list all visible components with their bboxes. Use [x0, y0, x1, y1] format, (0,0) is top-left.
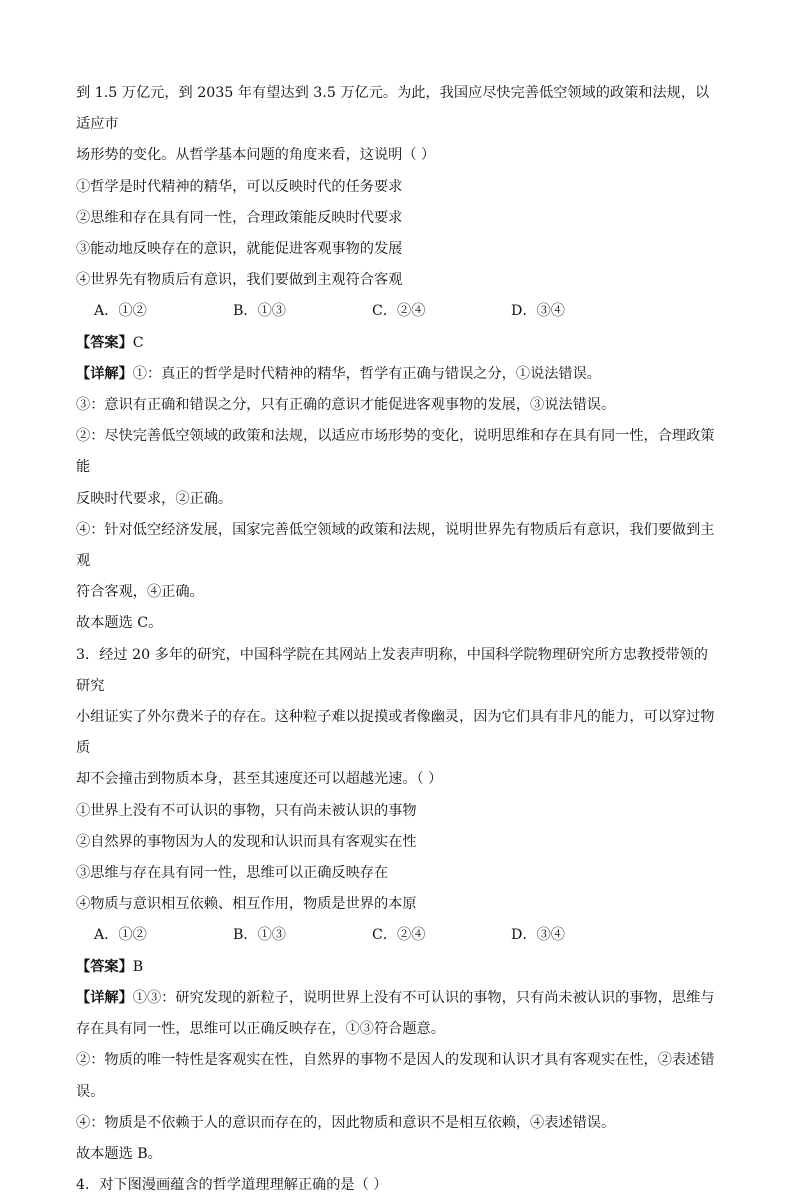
q3-detail-line: ②：物质的唯一特性是客观实在性，自然界的事物不是因人的发现和认识才具有客观实在性，②表述错	[76, 1052, 715, 1069]
answer-value: C	[132, 334, 144, 351]
q2-option-d: D．③④	[511, 303, 565, 320]
q2-option-a: A．①②	[94, 303, 147, 320]
q2-item: ①哲学是时代精神的精华，可以反映时代的任务要求	[76, 178, 403, 195]
q2-stem-line: 场形势的变化。从哲学基本问题的角度来看，这说明（ ）	[76, 147, 436, 164]
q2-item: ④世界先有物质后有意识，我们要做到主观符合客观	[76, 272, 403, 289]
q2-option-b: B．①③	[233, 303, 286, 320]
q3-item: ①世界上没有不可认识的事物，只有尚未被认识的事物	[76, 802, 417, 819]
q2-detail-line	[76, 359, 722, 390]
answer-label: 【答案】	[76, 958, 133, 975]
q3-item: ④物质与意识相互依赖、相互作用，物质是世界的本原	[76, 896, 417, 913]
q3-stem-line: 却不会撞击到物质本身，甚至其速度还可以超越光速。（ ）	[76, 771, 443, 788]
q2-conclusion: 故本题选 C。	[76, 615, 163, 632]
answer-label: 【答案】	[76, 334, 133, 351]
q2-options	[76, 296, 722, 327]
question-2	[76, 78, 722, 640]
q3-option-b: B．①③	[233, 927, 286, 944]
detail-label: 【详解】	[76, 365, 133, 382]
q3-detail-line	[76, 983, 722, 1014]
q3-stem-line: 小组证实了外尔费米子的存在。这种粒子难以捉摸或者像幽灵，因为它们具有非凡的能力，可以穿过物质	[76, 709, 715, 757]
q2-option-c: C．②④	[372, 303, 426, 320]
q3-detail-line: ④：物质是不依赖于人的意识而存在的，因此物质和意识不是相互依赖，④表述错误。	[76, 1114, 616, 1131]
q3-item: ②自然界的事物因为人的发现和认识而具有客观实在性	[76, 833, 417, 850]
q3-options	[76, 920, 722, 951]
q2-item: ③能动地反映存在的意识，就能促进客观事物的发展	[76, 241, 403, 258]
question-4	[76, 1170, 722, 1201]
q3-item: ③思维与存在具有同一性，思维可以正确反映存在	[76, 865, 389, 882]
answer-value: B	[132, 958, 144, 975]
q2-detail-line: ②：尽快完善低空领域的政策和法规，以适应市场形势的变化，说明思维和存在具有同一性，合理政策能	[76, 428, 715, 476]
page-content	[76, 78, 722, 1201]
question-3	[76, 640, 722, 1170]
q2-detail-line: ③：意识有正确和错误之分，只有正确的意识才能促进客观事物的发展，③说法错误。	[76, 397, 616, 414]
q2-detail-line: 符合客观，④正确。	[76, 584, 204, 601]
q3-conclusion: 故本题选 B。	[76, 1145, 162, 1162]
q3-detail-line: 存在具有同一性，思维可以正确反映存在，①③符合题意。	[76, 1021, 445, 1038]
q3-option-c: C．②④	[372, 927, 426, 944]
q2-answer	[76, 328, 722, 359]
q2-detail-line: ④：针对低空经济发展，国家完善低空领域的政策和法规，说明世界先有物质后有意识，我们要做到主观	[76, 521, 715, 570]
detail-text: ①③：研究发现的新粒子，说明世界上没有不可认识的事物，只有尚未被认识的事物，思维与	[132, 989, 715, 1006]
q3-option-a: A．①②	[94, 927, 147, 944]
q3-detail-line: 误。	[76, 1083, 105, 1100]
q2-detail-line: 反映时代要求，②正确。	[76, 490, 233, 507]
q4-stem: 4．对下图漫画蕴含的哲学道理理解正确的是（ ）	[76, 1177, 388, 1194]
q3-answer	[76, 952, 722, 983]
q3-stem-line: 3．经过 20 多年的研究，中国科学院在其网站上发表声明称，中国科学院物理研究所方忠教授带领的研究	[76, 646, 708, 694]
detail-text: ①：真正的哲学是时代精神的精华，哲学有正确与错误之分，①说法错误。	[132, 365, 601, 382]
q3-option-d: D．③④	[511, 927, 565, 944]
q2-stem-line: 到 1.5 万亿元，到 2035 年有望达到 3.5 万亿元。为此，我国应尽快完善低空领域的政策和法规，以适应市	[76, 85, 710, 133]
q2-item: ②思维和存在具有同一性，合理政策能反映时代要求	[76, 209, 403, 226]
detail-label: 【详解】	[76, 989, 133, 1006]
